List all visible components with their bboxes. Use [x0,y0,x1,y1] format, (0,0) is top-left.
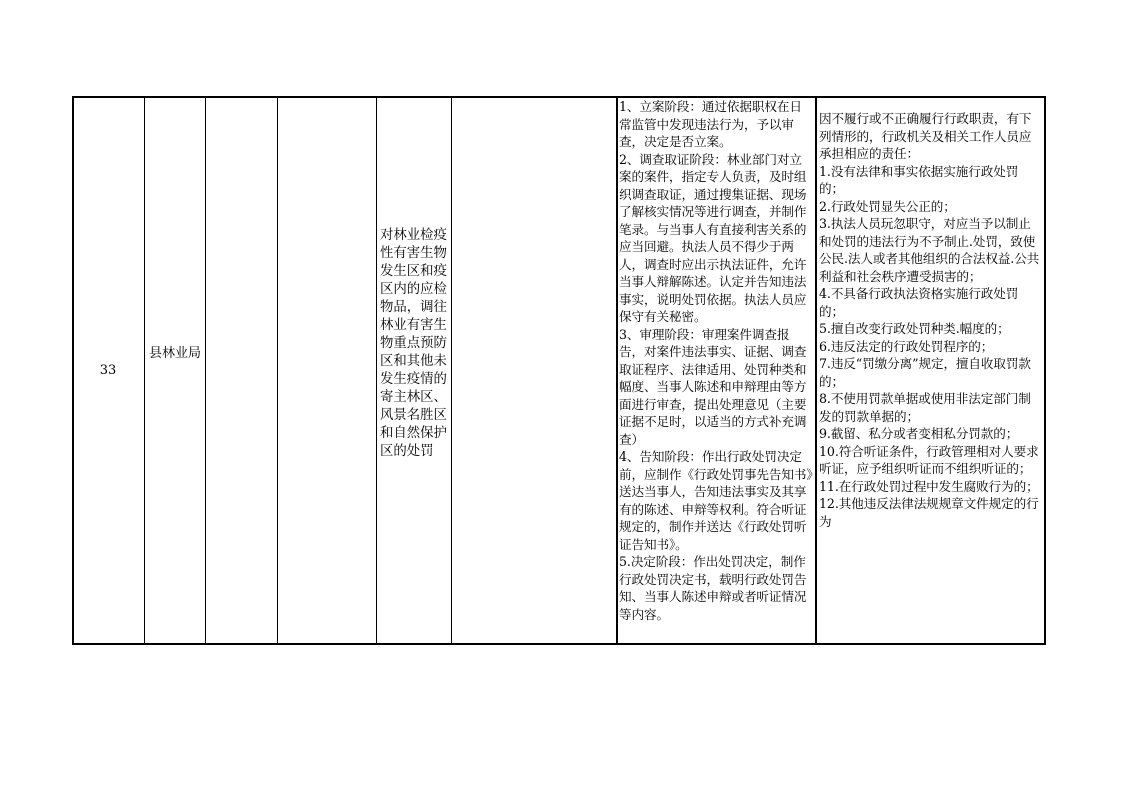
liability-item: 2.行政处罚显失公正的； [819,198,956,214]
process-step: 5.决定阶段：作出处罚决定，制作行政处罚决定书，载明行政处罚告知、当事人陈述申辩或者听证情况等内容。 [619,554,807,622]
liability-item: 12.其他违反法律法规规章文件规定的行为 [819,496,1039,529]
liability-item: 9.截留、私分或者变相私分罚款的； [819,426,1019,441]
process-step: 2、调查取证阶段：林业部门对立案的案件，指定专人负责，及时组织调查取证，通过搜集证据、现场了解核实情况等进行调查，并制作笔录。与当事人有直接利害关系的应当回避。执法人员不得少于两人，调查时应出示执法证件，允许当事人辩解陈述。认定并告知违法事实，说明处罚依据。执法人员应保守有关秘密。 [619,151,807,324]
grid-line [451,96,452,645]
table-sheet [72,96,1046,645]
liability-intro: 因不履行或不正确履行行政职责，有下列情形的，行政机关及相关工作人员应承担相应的责任： [819,111,1032,161]
grid-line [376,96,377,645]
grid-line [616,96,618,645]
table-bottom-border [72,643,1046,645]
liability-item: 6.违反法定的行政处罚程序的； [819,338,994,354]
liability-item: 1.没有法律和事实依据实施行政处罚的； [819,163,1019,196]
liability-item: 5.擅自改变行政处罚种类.幅度的； [819,321,1010,336]
department-cell: 县林业局 [148,346,201,361]
liability-item: 10.符合听证条件，行政管理相对人要求听证，应予组织听证而不组织听证的； [819,443,1039,476]
grid-line [815,96,817,645]
process-step: 4、告知阶段：作出行政处罚决定前，应制作《行政处罚事先告知书》送达当事人，告知违法事实及其享有的陈述、申辩等权利。符合听证规定的，制作并送达《行政处罚听证告知书》。 [619,449,813,552]
liability-cell [819,110,1041,530]
row-number: 33 [99,363,117,378]
grid-line [1044,96,1046,645]
grid-line [205,96,206,645]
process-step: 3、审理阶段：审理案件调查报告，对案件违法事实、证据、调查取证程序、法律适用、处罚种类和幅度、当事人陈述和申辩理由等方面进行审查，提出处理意见（主要证据不足时，以适当的方式补充调查） [619,326,807,447]
grid-line [277,96,278,645]
item-name-cell: 对林业检疫性有害生物发生区和疫区内的应检物品，调往林业有害生物重点预防区和其他未发生疫情的寄主林区、风景名胜区和自然保护区的处罚 [380,228,447,459]
liability-item: 11.在行政处罚过程中发生腐败行为的； [819,478,1039,494]
process-cell [619,98,813,643]
liability-item: 8.不使用罚款单据或使用非法定部门制发的罚款单据的； [819,391,1031,424]
liability-item: 4.不具备行政执法资格实施行政处罚的； [819,286,1019,319]
liability-item: 7.违反“罚缴分离”规定，擅自收取罚款的； [819,356,1031,389]
process-step: 1、立案阶段：通过依据职权在日常监管中发现违法行为，予以审查，决定是否立案。 [619,99,802,149]
grid-line [144,96,145,645]
liability-item: 3.执法人员玩忽职守，对应当予以制止和处罚的违法行为不予制止.处罚，致使公民.法人或者其他组织的合法权益.公共利益和社会秩序遭受损害的； [819,216,1040,284]
table-top-border [72,96,1046,98]
